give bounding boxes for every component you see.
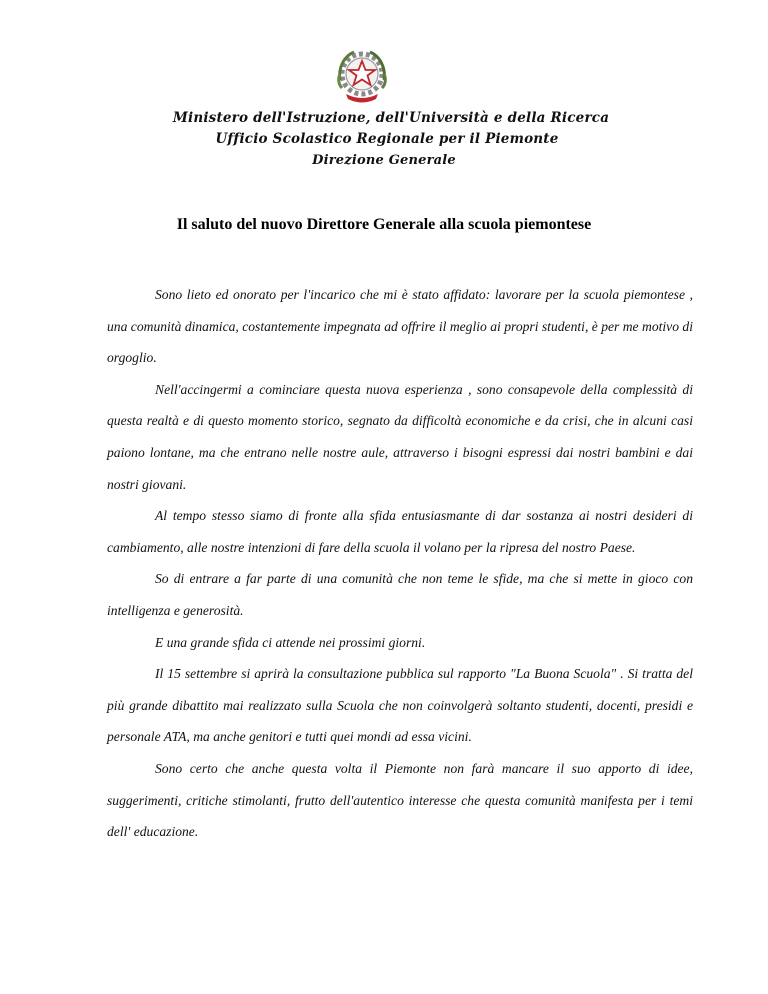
letter-body: [107, 279, 693, 848]
paragraph: Il 15 settembre si aprirà la consultazione pubblica sul rapporto "La Buona Scuola" . Si tratta del più grande dibattito mai realizzato sulla Scuola che non coinvolgerà soltanto studenti, docenti, presidi e personale ATA, ma anche genitori e tutti quei mondi ad essa vicini.: [107, 666, 693, 745]
paragraph: Sono lieto ed onorato per l'incarico che mi è stato affidato: lavorare per la scuola piemontese , una comunità dinamica, costantemente impegnata ad offrire il meglio ai propri studenti, è per me motivo di orgoglio.: [107, 287, 693, 366]
ministry-header: [0, 108, 768, 171]
paragraph: So di entrare a far parte di una comunità che non teme le sfide, ma che si mette in gioco con intelligenza e generosità.: [107, 571, 693, 618]
regional-office-name: Ufficio Scolastico Regionale per il Piemonte: [215, 131, 559, 147]
italian-republic-emblem-icon: [330, 44, 394, 108]
paragraph: E una grande sfida ci attende nei prossimi giorni.: [155, 634, 426, 650]
document-title: Il saluto del nuovo Direttore Generale alla scuola piemontese: [176, 216, 592, 233]
paragraph: Nell'accingermi a cominciare questa nuova esperienza , sono consapevole della complessità di questa realtà e di questo momento storico, segnato da difficoltà economiche e da crisi, che in alcuni casi paiono lontane, ma che entrano nelle nostre aule, attraverso i bisogni espressi dai nostri bambini e dai nostri giovani.: [107, 381, 693, 492]
paragraph: Sono certo che anche questa volta il Piemonte non farà mancare il suo apporto di idee, suggerimenti, critiche stimolanti, frutto dell'autentico interesse che questa comunità manifesta per i temi dell' educazione.: [107, 760, 693, 840]
ministry-name: Ministero dell'Istruzione, dell'Università e della Ricerca: [172, 110, 610, 126]
paragraph: Al tempo stesso siamo di fronte alla sfida entusiasmante di dar sostanza ai nostri desideri di cambiamento, alle nostre intenzioni di fare della scuola il volano per la ripresa del nostro Paese.: [107, 508, 693, 555]
department-name: Direzione Generale: [312, 153, 456, 168]
